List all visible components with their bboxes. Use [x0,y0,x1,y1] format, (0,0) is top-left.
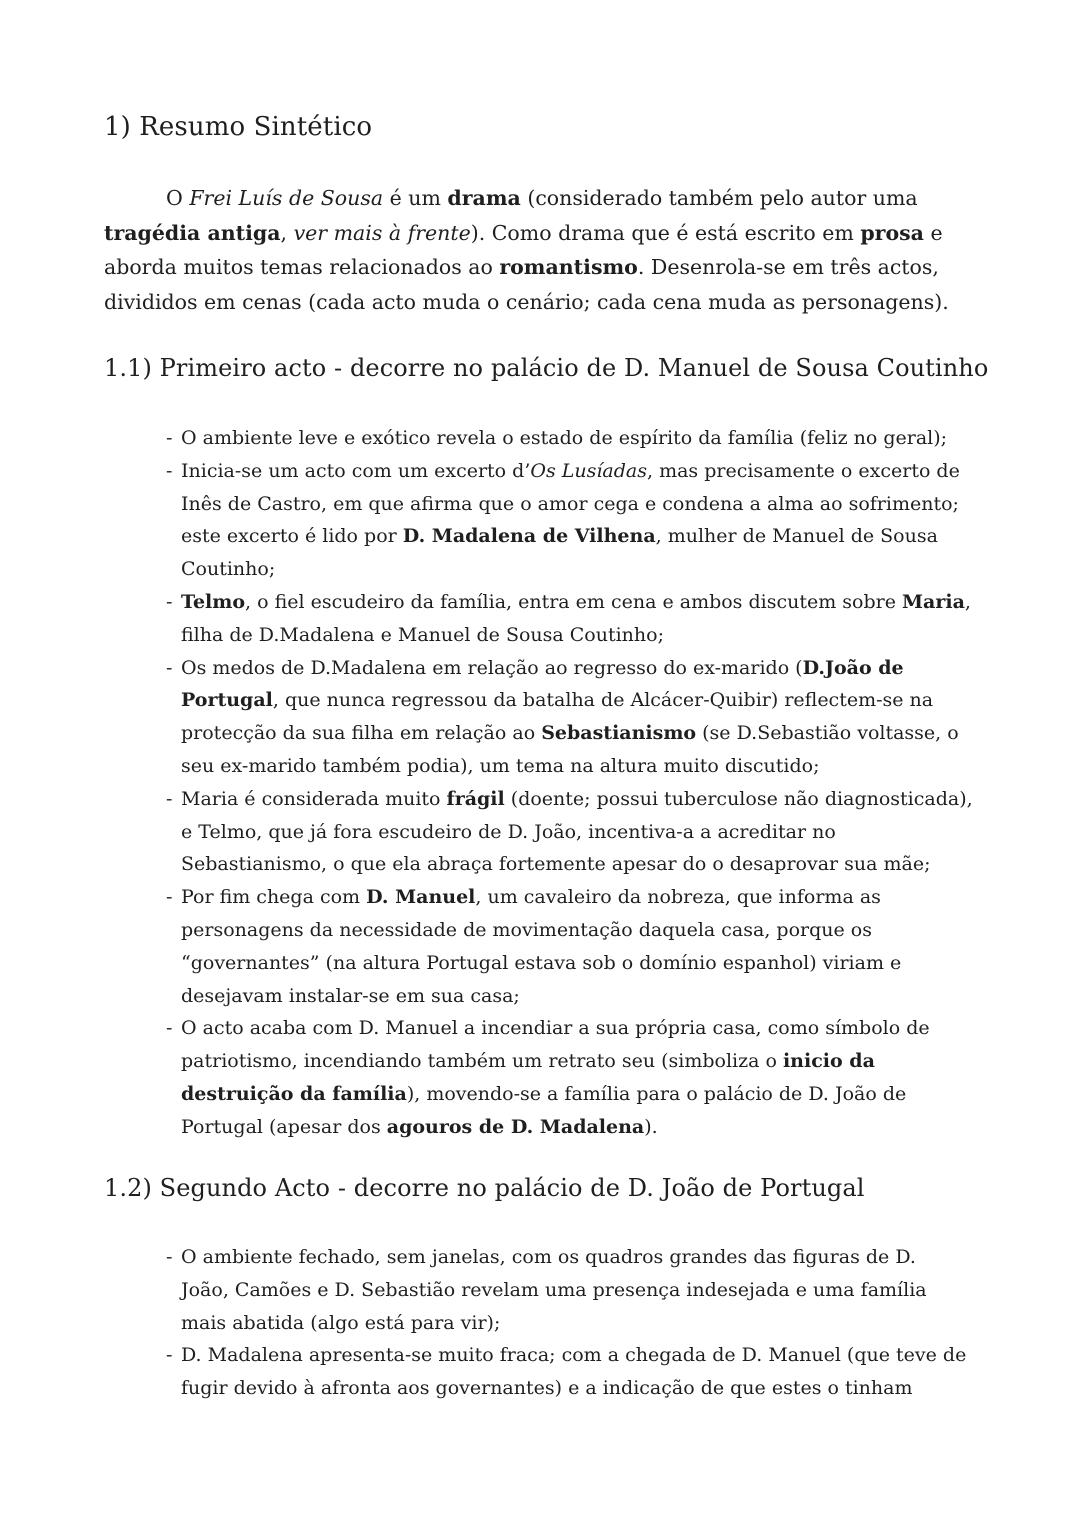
list-item-line: Inês de Castro, em que afirma que o amor cega e condena a alma ao sofrimento; [181,492,959,515]
segundo-acto-list [166,1241,996,1405]
intro-line: O Frei Luís de Sousa é um drama (considerado também pelo autor uma [166,186,918,210]
intro-line: aborda muitos temas relacionados ao romantismo. Desenrola-se em três actos, [104,255,939,279]
list-item-line: este excerto é lido por D. Madalena de Vilhena, mulher de Manuel de Sousa [181,525,938,548]
list-item [166,422,996,455]
bullet-dash: - [166,656,173,679]
bullet-dash: - [166,886,173,909]
bullet-dash: - [166,1017,173,1040]
list-item-line: D. Madalena apresenta-se muito fraca; com a chegada de D. Manuel (que teve de [181,1344,967,1367]
list-item-line: O ambiente leve e exótico revela o estado de espírito da família (feliz no geral); [181,427,948,449]
list-item-line: mais abatida (algo está para vir); [181,1311,501,1334]
list-item [166,1012,996,1143]
list-item-line: O acto acaba com D. Manuel a incendiar a sua própria casa, como símbolo de [181,1017,930,1040]
list-item-line: Maria é considerada muito frágil (doente; possui tuberculose não diagnosticada), [181,787,973,810]
list-item-line: “governantes” (na altura Portugal estava sob o domínio espanhol) viriam e [181,951,902,974]
intro-line: tragédia antiga, ver mais à frente). Como drama que é está escrito em prosa e [104,220,943,245]
list-item-line: Coutinho; [181,558,276,581]
list-item [166,1339,996,1405]
primeiro-acto-list [166,422,996,1144]
list-item [166,455,996,586]
list-item [166,783,996,881]
list-item-line: desejavam instalar-se em sua casa; [181,984,520,1007]
list-item-line: Portugal (apesar dos agouros de D. Madalena). [181,1115,658,1138]
section-heading-resumo: 1) Resumo Sintético [104,112,373,142]
section-heading-primeiro-acto: 1.1) Primeiro acto - decorre no palácio de D. Manuel de Sousa Coutinho [104,354,989,382]
bullet-dash: - [166,787,173,810]
bullet-dash: - [166,590,173,613]
bullet-dash: - [166,1344,173,1367]
list-item-line: personagens da necessidade de movimentação daquela casa, porque os [181,918,872,941]
list-item-line: e Telmo, que já fora escudeiro de D. João, incentiva-a a acreditar no [181,820,836,843]
section-heading-segundo-acto: 1.2) Segundo Acto - decorre no palácio de D. João de Portugal [104,1174,865,1202]
list-item-line: João, Camões e D. Sebastião revelam uma presença indesejada e uma família [181,1278,927,1301]
list-item [166,652,996,783]
list-item-line: seu ex-marido também podia), um tema na altura muito discutido; [181,754,820,777]
list-item-line: patriotismo, incendiando também um retrato seu (simboliza o inicio da [181,1050,875,1073]
bullet-dash: - [166,1246,173,1268]
list-item [166,586,996,652]
list-item-line: fugir devido à afronta aos governantes) e a indicação de que estes o tinham [181,1377,913,1400]
list-item-line: Por fim chega com D. Manuel, um cavaleiro da nobreza, que informa as [181,886,881,909]
list-item-line: Portugal, que nunca regressou da batalha de Alcácer-Quibir) reflectem-se na [181,689,934,712]
intro-paragraph [104,181,964,319]
list-item-line: O ambiente fechado, sem janelas, com os quadros grandes das figuras de D. [181,1246,916,1268]
list-item-line: protecção da sua filha em relação ao Sebastianismo (se D.Sebastião voltasse, o [181,722,959,745]
list-item-line: Os medos de D.Madalena em relação ao regresso do ex-marido (D.João de [181,656,904,679]
bullet-dash: - [166,459,173,482]
list-item-line: Telmo, o fiel escudeiro da família, entra em cena e ambos discutem sobre Maria, [181,590,971,613]
list-item [166,881,996,1012]
list-item-line: destruição da família), movendo-se a família para o palácio de D. João de [181,1082,907,1105]
bullet-dash: - [166,427,173,449]
list-item [166,1241,996,1339]
list-item-line: Sebastianismo, o que ela abraça fortemente apesar do o desaprovar sua mãe; [181,853,931,876]
list-item-line: Inicia-se um acto com um excerto d’Os Lusíadas, mas precisamente o excerto de [181,459,960,482]
list-item-line: filha de D.Madalena e Manuel de Sousa Coutinho; [181,623,664,646]
intro-line: divididos em cenas (cada acto muda o cenário; cada cena muda as personagens). [104,289,949,314]
